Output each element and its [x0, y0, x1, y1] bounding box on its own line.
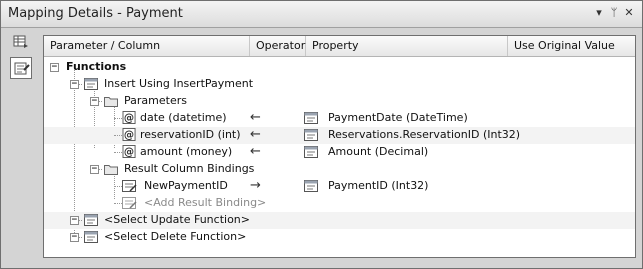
tree-line — [114, 152, 122, 153]
operator-arrow-left: ← — [250, 144, 261, 159]
delete-function-row[interactable] — [44, 229, 635, 246]
table-mapping-icon — [13, 34, 29, 50]
functions-row[interactable] — [44, 59, 635, 76]
map-to-tables-button[interactable] — [10, 31, 32, 53]
parameters-label: Parameters — [124, 94, 187, 107]
title-bar — [1, 1, 642, 28]
operator-arrow-right: → — [250, 178, 261, 193]
collapse-toggle[interactable]: − — [71, 79, 78, 89]
tree-line — [114, 135, 122, 136]
property-value[interactable]: Amount (Decimal) — [328, 145, 429, 158]
parameter-name: amount (money) — [140, 145, 233, 158]
result-bindings-row[interactable] — [44, 161, 635, 178]
parameter-name: date (datetime) — [140, 111, 227, 124]
parameter-icon — [122, 111, 137, 124]
collapse-toggle[interactable]: − — [91, 96, 98, 106]
column-header-operator[interactable]: Operator — [250, 36, 306, 56]
svg-text:@: @ — [123, 147, 135, 158]
function-icon — [84, 214, 99, 227]
insert-function-label: Insert Using InsertPayment — [104, 77, 254, 90]
svg-text:@: @ — [123, 130, 135, 141]
update-function-label[interactable]: <Select Update Function> — [104, 213, 250, 226]
operator-arrow-left: ← — [250, 127, 261, 142]
column-header-original-value[interactable]: Use Original Value — [514, 39, 615, 52]
property-icon — [304, 146, 319, 159]
parameter-name: reservationID (int) — [140, 128, 241, 141]
binding-icon — [122, 180, 137, 193]
expand-toggle[interactable]: − — [71, 232, 78, 242]
property-icon — [304, 129, 319, 142]
map-to-functions-button[interactable] — [10, 57, 32, 79]
mapping-toolstrip — [6, 31, 38, 261]
mapping-grid — [43, 35, 636, 258]
insert-function-row[interactable] — [44, 76, 635, 93]
tree-line — [114, 203, 122, 204]
parameter-icon — [122, 145, 137, 158]
property-value[interactable]: PaymentID (Int32) — [328, 179, 429, 192]
expand-toggle[interactable]: − — [71, 215, 78, 225]
folder-icon — [104, 163, 119, 176]
tree-line — [114, 118, 122, 119]
parameters-row[interactable] — [44, 93, 635, 110]
property-icon — [304, 180, 319, 193]
folder-icon — [104, 95, 119, 108]
dropdown-icon[interactable]: ▾ — [596, 6, 602, 19]
functions-label: Functions — [66, 60, 127, 73]
tree-line — [114, 186, 122, 187]
property-value[interactable]: PaymentDate (DateTime) — [328, 111, 468, 124]
parameter-icon — [122, 128, 137, 141]
update-function-row[interactable] — [44, 212, 635, 229]
function-icon — [84, 231, 99, 244]
operator-arrow-left: ← — [250, 110, 261, 125]
add-result-binding-row[interactable] — [44, 195, 635, 212]
add-result-binding-label[interactable]: <Add Result Binding> — [144, 196, 267, 209]
function-icon — [84, 78, 99, 91]
parameter-row[interactable] — [44, 144, 635, 161]
binding-row[interactable] — [44, 178, 635, 195]
function-mapping-icon — [14, 61, 30, 77]
column-header-parameter[interactable]: Parameter / Column — [44, 36, 250, 56]
svg-text:@: @ — [123, 113, 135, 124]
grid-header — [44, 36, 635, 57]
collapse-toggle[interactable]: − — [91, 164, 98, 174]
pin-icon[interactable]: ᛘ — [610, 6, 618, 19]
parameter-row[interactable] — [44, 127, 635, 144]
window-title: Mapping Details - Payment — [8, 6, 183, 21]
close-icon[interactable]: ✕ — [624, 6, 634, 19]
binding-icon — [122, 197, 137, 210]
parameter-row[interactable] — [44, 110, 635, 127]
result-bindings-label: Result Column Bindings — [124, 162, 255, 175]
delete-function-label[interactable]: <Select Delete Function> — [104, 230, 247, 243]
column-header-property[interactable]: Property — [306, 36, 508, 56]
grid-rows — [44, 57, 635, 257]
binding-name: NewPaymentID — [144, 179, 228, 192]
property-icon — [304, 112, 319, 125]
property-value[interactable]: Reservations.ReservationID (Int32) — [328, 128, 521, 141]
collapse-toggle[interactable]: − — [51, 62, 58, 72]
